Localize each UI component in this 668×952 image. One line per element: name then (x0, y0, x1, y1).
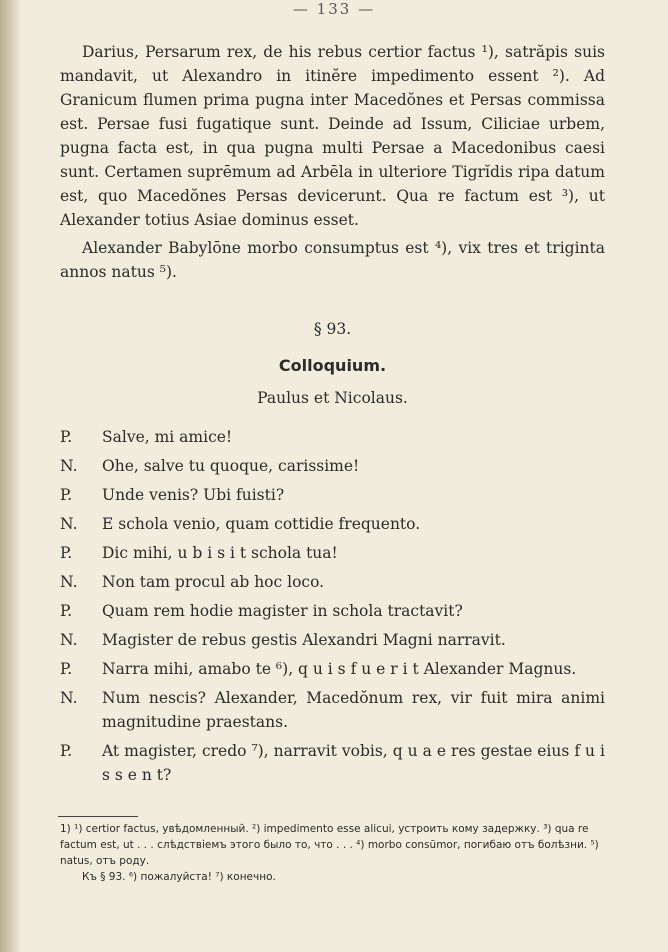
footnote-section-92: 1) ¹) certior factus, увѣдомленный. ²) impedimento esse alicui, устроить кому задержку. ³) qua re factum est, ut . . . слѣдствіемъ этого было то, что . . . ⁴) morbo consūmor, погибаю отъ болѣзни. ⁵) natus, отъ роду. (60, 823, 599, 867)
section-heading: Colloquium. (278, 356, 387, 375)
utterance: E schola venio, quam cottidie frequento. (102, 515, 421, 533)
speaker: P. (60, 660, 73, 678)
dialogue-line (60, 686, 605, 734)
footnote-divider (58, 816, 138, 817)
dialogue-line (60, 512, 605, 536)
dialogue (60, 425, 605, 787)
utterance: Dic mihi, u b i s i t schola tua! (102, 544, 338, 562)
utterance: At magister, credo ⁷), narravit vobis, q u a e res gestae eius f u i s s e n t? (102, 742, 605, 784)
speaker: N. (60, 457, 78, 475)
utterance: Magister de rebus gestis Alexandri Magni narravit. (102, 631, 506, 649)
dialogue-line (60, 425, 605, 449)
section-number: § 93. (313, 320, 352, 338)
speaker: N. (60, 515, 78, 533)
speaker: N. (60, 689, 78, 707)
utterance: Unde venis? Ubi fuisti? (102, 486, 285, 504)
dialogue-line (60, 541, 605, 565)
utterance: Salve, mi amice! (102, 428, 233, 446)
utterance: Ohe, salve tu quoque, carissime! (102, 457, 360, 475)
dialogue-line (60, 739, 605, 787)
section-subheading: Paulus et Nicolaus. (257, 389, 408, 407)
dialogue-line (60, 599, 605, 623)
dialogue-line (60, 570, 605, 594)
footnotes (60, 821, 605, 885)
speaker: P. (60, 428, 73, 446)
speaker: P. (60, 742, 73, 760)
utterance: Quam rem hodie magister in schola tractavit? (102, 602, 463, 620)
utterance: Non tam procul ab hoc loco. (102, 573, 325, 591)
page-number: — 133 — (292, 0, 376, 18)
speaker: N. (60, 573, 78, 591)
utterance: Narra mihi, amabo te ⁶), q u i s f u e r i t Alexander Magnus. (102, 660, 577, 678)
dialogue-line (60, 483, 605, 507)
page-edge-shadow (0, 0, 20, 952)
paragraph-darius: Darius, Persarum rex, de his rebus certior factus ¹), satrăpis suis mandavit, ut Alexandro in itinĕre impedimento essent ²). Ad Granicum flumen prima pugna inter Macedŏnes et Persas commissa est. Persae fusi fugatique sunt. Deinde ad Issum, Ciliciae urbem, pugna facta est, in qua pugna multi Persae a Macedonibus caesi sunt. Certamen suprēmum ad Arbēla in ulteriore Tigrĭdis ripa datum est, quo Macedŏnes Persas devicerunt. Qua re factum est ³), ut Alexander totius Asiae dominus esset. (60, 43, 605, 229)
speaker: N. (60, 631, 78, 649)
dialogue-line (60, 628, 605, 652)
utterance: Num nescis? Alexander, Macedŏnum rex, vir fuit mira animi magnitudine praestans. (102, 689, 605, 731)
speaker: P. (60, 602, 73, 620)
footnote-section-93: Къ § 93. ⁶) пожалуйста! ⁷) конечно. (82, 871, 276, 883)
speaker: P. (60, 486, 73, 504)
dialogue-line (60, 657, 605, 681)
dialogue-line (60, 454, 605, 478)
paragraph-alexander-death: Alexander Babylōne morbo consumptus est ⁴), vix tres et triginta annos natus ⁵). (60, 239, 605, 281)
speaker: P. (60, 544, 73, 562)
page-content (60, 40, 605, 792)
